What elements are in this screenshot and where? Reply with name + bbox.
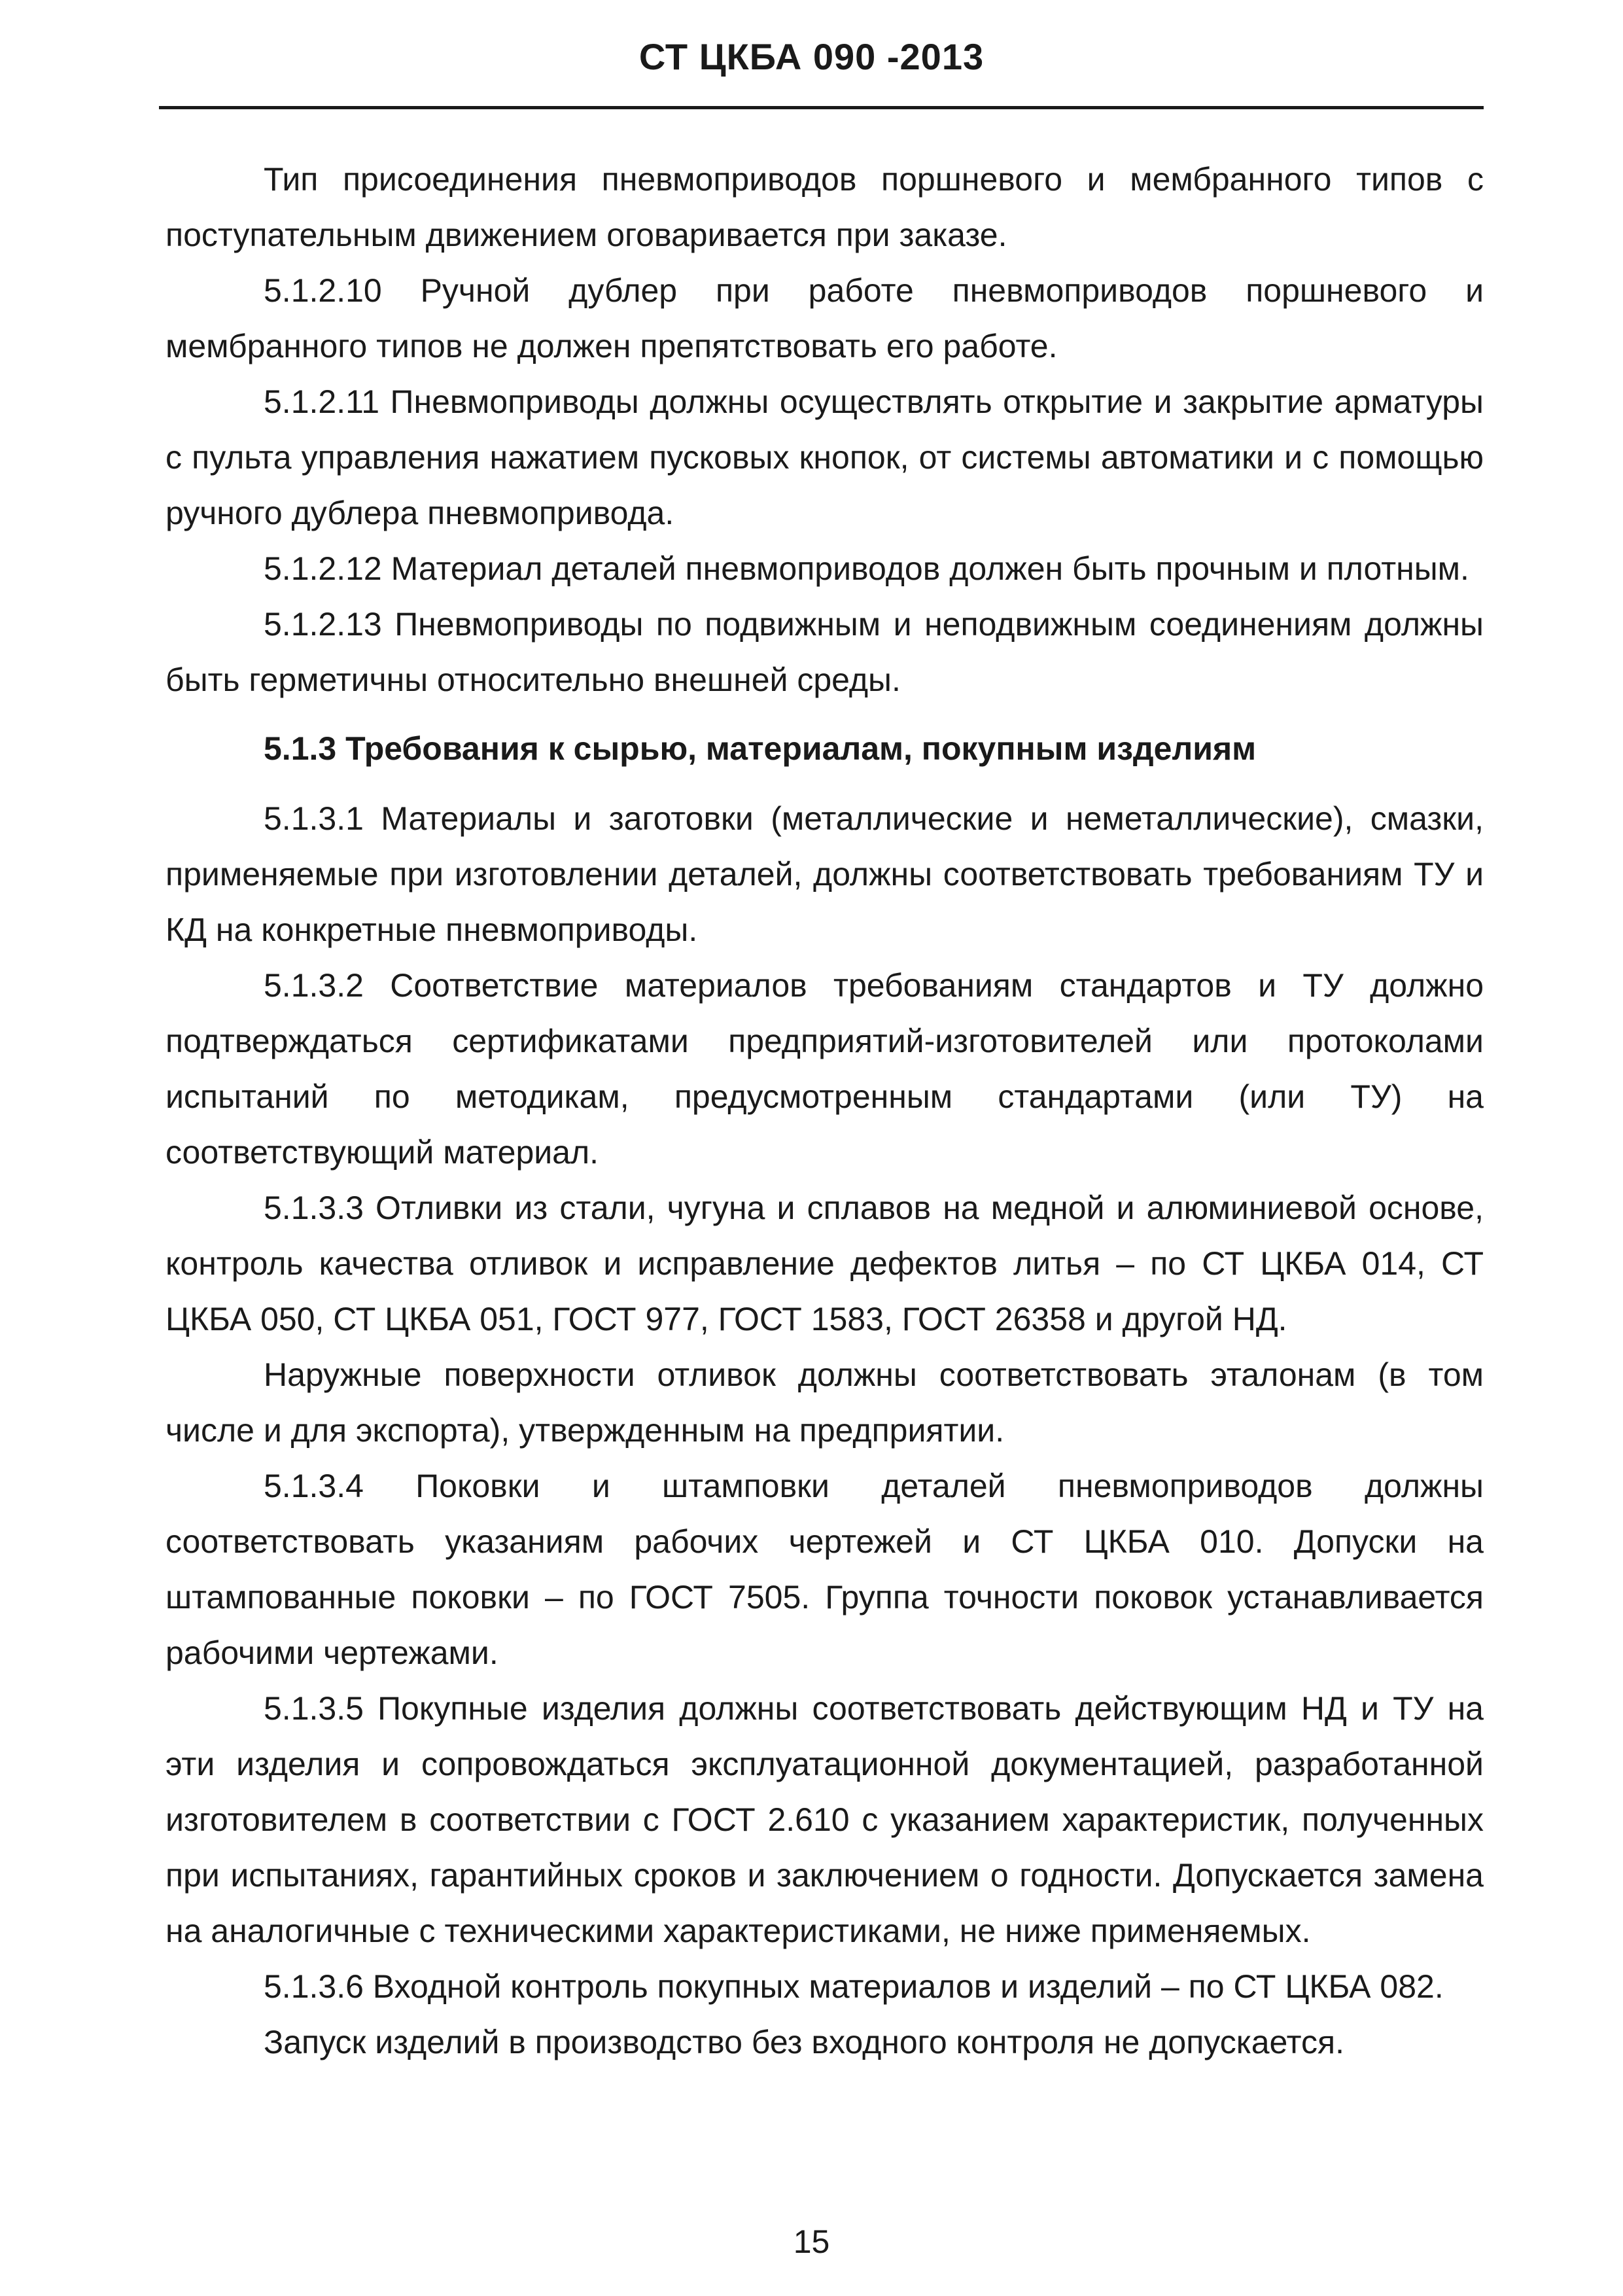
document-header-title: СТ ЦКБА 090 -2013 bbox=[638, 36, 985, 77]
paragraph-5-1-2-10: 5.1.2.10 Ручной дублер при работе пневмоприводов поршневого и мембранного типов не должен препятствовать его работе. bbox=[166, 272, 1484, 364]
page-number: 15 bbox=[793, 2223, 830, 2260]
paragraph-5-1-3-1: 5.1.3.1 Материалы и заготовки (металлические и неметаллические), смазки, применяемые при изготовлении деталей, должны соответствовать требованиям ТУ и КД на конкретные пневмоприводы. bbox=[166, 800, 1484, 948]
paragraph-5-1-3-3: 5.1.3.3 Отливки из стали, чугуна и сплавов на медной и алюминиевой основе, контроль качества отливок и исправление дефектов литья – по СТ ЦКБА 014, СТ ЦКБА 050, СТ ЦКБА 051, ГОСТ 977, ГОСТ 1583, ГОСТ 26358 и другой НД. bbox=[166, 1190, 1484, 1337]
paragraph-5-1-3-4: 5.1.3.4 Поковки и штамповки деталей пневмоприводов должны соответствовать указаниям рабочих чертежей и СТ ЦКБА 010. Допуски на штампованные поковки – по ГОСТ 7505. Группа точности поковок устанавливается рабочими чертежами. bbox=[166, 1468, 1484, 1671]
paragraph-5-1-2-13: 5.1.2.13 Пневмоприводы по подвижным и неподвижным соединениям должны быть герметичны относительно внешней среды. bbox=[166, 606, 1484, 698]
header-divider bbox=[159, 106, 1484, 109]
paragraph-5-1-2-12: 5.1.2.12 Материал деталей пневмоприводов должен быть прочным и плотным. bbox=[264, 550, 1469, 587]
paragraph-no-input-control: Запуск изделий в производство без входного контроля не допускается. bbox=[264, 2024, 1344, 2060]
paragraph-connection-type: Тип присоединения пневмоприводов поршневого и мембранного типов с поступательным движением оговаривается при заказе. bbox=[166, 161, 1484, 253]
paragraph-5-1-3-5: 5.1.3.5 Покупные изделия должны соответствовать действующим НД и ТУ на эти изделия и сопровождаться эксплуатационной документацией, разработанной изготовителем в соответствии с ГОСТ 2.610 с указанием характеристик, полученных при испытаниях, гарантийных сроков и заключением о годности. Допускается замена на аналогичные с техническими характеристиками, не ниже применяемых. bbox=[166, 1690, 1484, 1949]
document-body bbox=[166, 152, 1484, 2070]
section-heading-5-1-3: 5.1.3 Требования к сырью, материалам, покупным изделиям bbox=[264, 730, 1257, 767]
paragraph-5-1-2-11: 5.1.2.11 Пневмоприводы должны осуществлять открытие и закрытие арматуры с пульта управления нажатием пусковых кнопок, от системы автоматики и с помощью ручного дублера пневмопривода. bbox=[166, 383, 1484, 531]
paragraph-5-1-3-6: 5.1.3.6 Входной контроль покупных материалов и изделий – по СТ ЦКБА 082. bbox=[264, 1968, 1444, 2005]
paragraph-5-1-3-2: 5.1.3.2 Соответствие материалов требованиям стандартов и ТУ должно подтверждаться сертификатами предприятий-изготовителей или протоколами испытаний по методикам, предусмотренным стандартами (или ТУ) на соответствующий материал. bbox=[166, 967, 1484, 1171]
paragraph-castings-surfaces: Наружные поверхности отливок должны соответствовать эталонам (в том числе и для экспорта), утвержденным на предприятии. bbox=[166, 1356, 1484, 1449]
